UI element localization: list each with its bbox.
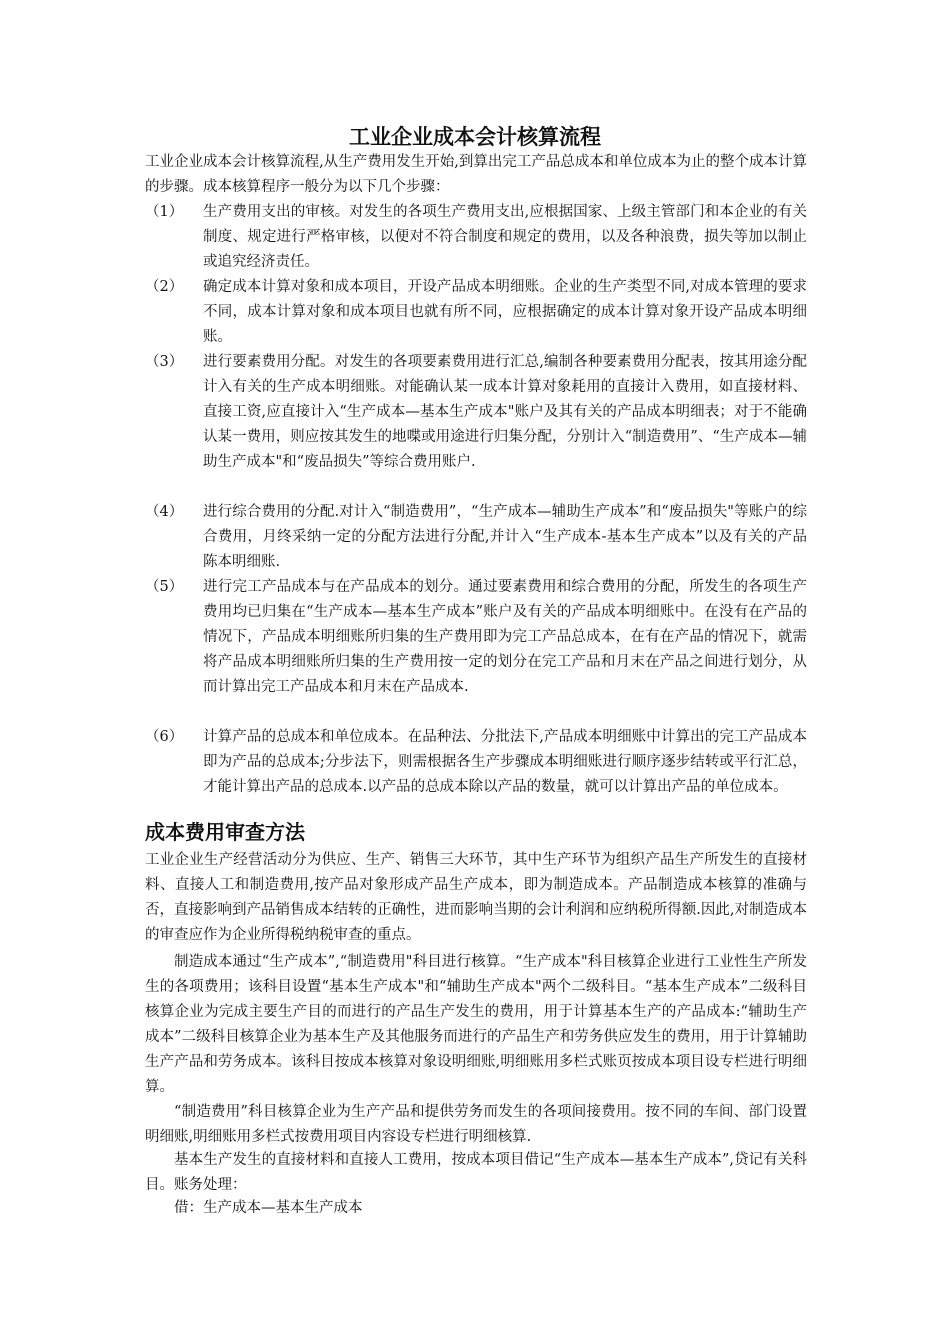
section-paragraph-2: 制造成本通过“生产成本”,“制造费用"科目进行核算。“生产成本"科目核算企业进行工业性生产所发生的各项费用；该科目设置“基本生产成本"和“辅助生产成本"两个二级科目。“基本生产成本”二级科目核算企业为完成主要生产目的而进行的产品生产发生的费用，用于计算基本生产的产品成本:“辅助生产成本”二级科目核算企业为基本生产及其他服务而进行的产品生产和劳务供应发生的费用，用于计算辅助生产产品和劳务成本。该科目按成本核算对象设明细账,明细账用多栏式账页按成本项目设专栏进行明细算。: [145, 954, 807, 1095]
step-number: （6）: [145, 729, 184, 745]
step-text: 进行完工产品成本与在产品成本的划分。通过要素费用和综合费用的分配，所发生的各项生产费用均已归集在“生产成本—基本生产成本”账户及有关的产品成本明细账中。在没有在产品的情况下，产品成本明细账所归集的生产费用即为完工产品总成本，在有在产品的情况下，就需将产品成本明细账所归集的生产费用按一定的划分在完工产品和月末在产品之间进行划分，从而计算出完工产品成本和月末在产品成本.: [203, 579, 807, 695]
section-paragraph-4: 基本生产发生的直接材料和直接人工费用，按成本项目借记“生产成本—基本生产成本”,贷记有关科目。账务处理：: [145, 1152, 807, 1193]
section-paragraph-3: “制造费用”科目核算企业为生产产品和提供劳务而发生的各项间接费用。按不同的车间、部门设置明细账,明细账用多栏式按费用项目内容设专栏进行明细核算.: [145, 1104, 807, 1145]
step-number: （4）: [145, 504, 184, 520]
step-text: 确定成本计算对象和成本项目，开设产品成本明细账。企业的生产类型不同,对成本管理的要求不同，成本计算对象和成本项目也就有所不同，应根据确定的成本计算对象开设产品成本明细账。: [203, 279, 807, 345]
step-text: 生产费用支出的审核。对发生的各项生产费用支出,应根据国家、上级主管部门和本企业的有关制度、规定进行严格审核，以便对不符合制度和规定的费用，以及各种浪费，损失等加以制止或追究经济责任。: [203, 204, 807, 270]
section-paragraph-5: 借：生产成本—基本生产成本: [174, 1200, 363, 1216]
section-heading: 成本费用审查方法: [145, 820, 305, 844]
step-number: （5）: [145, 579, 184, 595]
step-text: 进行综合费用的分配.对计入“制造费用”，“生产成本—辅助生产成本”和“废品损失"等账户的综合费用，月终采纳一定的分配方法进行分配,并计入“生产成本-基本生产成本”以及有关的产品陈本明细账.: [203, 504, 807, 570]
intro-paragraph: 工业企业成本会计核算流程,从生产费用发生开始,到算出完工产品总成本和单位成本为止的整个成本计算的步骤。成本核算程序一般分为以下几个步骤：: [145, 154, 807, 195]
step-number: （3）: [145, 354, 184, 370]
step-number: （1）: [145, 204, 184, 220]
step-number: （2）: [145, 279, 184, 295]
section-paragraph-1: 工业企业生产经营活动分为供应、生产、销售三大环节，其中生产环节为组织产品生产所发生的直接材料、直接人工和制造费用,按产品对象形成产品生产成本，即为制造成本。产品制造成本核算的准确与否，直接影响到产品销售成本结转的正确性，进而影响当期的会计利润和应纳税所得额.因此,对制造成本的审查应作为企业所得税纳税审查的重点。: [145, 852, 807, 943]
document-title: 工业企业成本会计核算流程: [349, 125, 601, 149]
step-text: 进行要素费用分配。对发生的各项要素费用进行汇总,编制各种要素费用分配表，按其用途分配计入有关的生产成本明细账。对能确认某一成本计算对象耗用的直接计入费用，如直接材料、直接工资,应直接计入“生产成本—基本生产成本"账户及其有关的产品成本明细表；对于不能确认某一费用，则应按其发生的地喋或用途进行归集分配，分别计入“制造费用”、“生产成本—辅助生产成本"和“废品损失”等综合费用账户.: [203, 354, 807, 470]
step-text: 计算产品的总成本和单位成本。在品种法、分批法下,产品成本明细账中计算出的完工产品成本即为产品的总成本;分步法下，则需根据各生产步骤成本明细账进行顺序逐步结转或平行汇总，才能计算出产品的总成本.以产品的总成本除以产品的数量，就可以计算出产品的单位成本。: [203, 729, 807, 795]
